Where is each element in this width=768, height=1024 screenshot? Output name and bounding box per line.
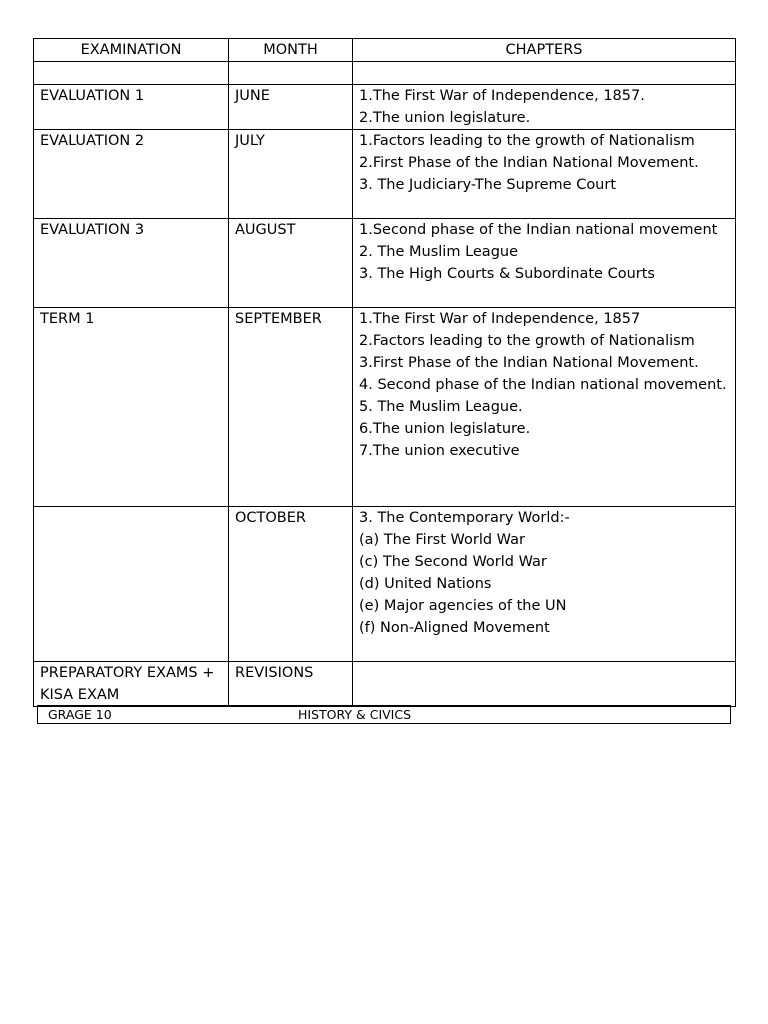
footer-bar — [37, 705, 731, 724]
examination-cell: EVALUATION 3 — [34, 219, 229, 308]
blank-row — [34, 62, 736, 85]
chapter-item: 6.The union legislature. — [359, 421, 531, 437]
month-cell: SEPTEMBER — [229, 308, 353, 507]
examination-cell: EVALUATION 1 — [34, 85, 229, 130]
chapter-item: (c) The Second World War — [359, 554, 547, 570]
table-cell — [353, 62, 736, 85]
table-cell — [34, 62, 229, 85]
examination-cell: TERM 1 — [34, 308, 229, 507]
table-row — [34, 130, 736, 219]
chapters-cell — [353, 308, 736, 507]
chapter-item: 1.Factors leading to the growth of Nationalism — [359, 133, 695, 149]
chapters-cell — [353, 219, 736, 308]
chapter-item: (f) Non-Aligned Movement — [359, 620, 550, 636]
chapter-item: (a) The First World War — [359, 532, 525, 548]
header-examination: EXAMINATION — [34, 39, 229, 62]
chapter-item: 3. The Judiciary-The Supreme Court — [359, 177, 617, 193]
month-cell: OCTOBER — [229, 507, 353, 662]
examination-cell: EVALUATION 2 — [34, 130, 229, 219]
footer-grade: GRAGE 10 — [48, 707, 112, 722]
table-row — [34, 85, 736, 130]
chapter-item: 3. The Contemporary World:- — [359, 510, 570, 526]
chapter-item: 1.The First War of Independence, 1857 — [359, 311, 641, 327]
header-month: MONTH — [229, 39, 353, 62]
chapter-item: 3. The High Courts & Subordinate Courts — [359, 266, 655, 282]
chapter-item: (e) Major agencies of the UN — [359, 598, 567, 614]
table-row — [34, 308, 736, 507]
chapter-item: 2.First Phase of the Indian National Movement. — [359, 155, 699, 171]
chapters-cell — [353, 662, 736, 707]
chapters-cell — [353, 507, 736, 662]
header-chapters: CHAPTERS — [353, 39, 736, 62]
table-row — [34, 507, 736, 662]
month-cell: JUNE — [229, 85, 353, 130]
chapter-item: 7.The union executive — [359, 443, 520, 459]
table-row — [34, 662, 736, 707]
header-row — [34, 39, 736, 62]
chapters-cell — [353, 85, 736, 130]
chapter-item: 1.Second phase of the Indian national movement — [359, 222, 718, 238]
examination-cell — [34, 507, 229, 662]
chapter-item: 3.First Phase of the Indian National Movement. — [359, 355, 699, 371]
footer-subject: HISTORY & CIVICS — [298, 707, 412, 722]
chapter-item: (d) United Nations — [359, 576, 492, 592]
chapter-item: 5. The Muslim League. — [359, 399, 523, 415]
chapter-item: 2.Factors leading to the growth of Nationalism — [359, 333, 695, 349]
exam-schedule-table — [33, 38, 736, 707]
examination-cell: PREPARATORY EXAMS + KISA EXAM — [34, 662, 229, 707]
table-cell — [229, 62, 353, 85]
chapter-item: 4. Second phase of the Indian national movement. — [359, 377, 727, 393]
chapter-item: 2. The Muslim League — [359, 244, 519, 260]
chapter-item: 1.The First War of Independence, 1857. — [359, 88, 645, 104]
month-cell: AUGUST — [229, 219, 353, 308]
table-row — [34, 219, 736, 308]
chapter-item: 2.The union legislature. — [359, 110, 531, 126]
month-cell: REVISIONS — [229, 662, 353, 707]
month-cell: JULY — [229, 130, 353, 219]
chapters-cell — [353, 130, 736, 219]
